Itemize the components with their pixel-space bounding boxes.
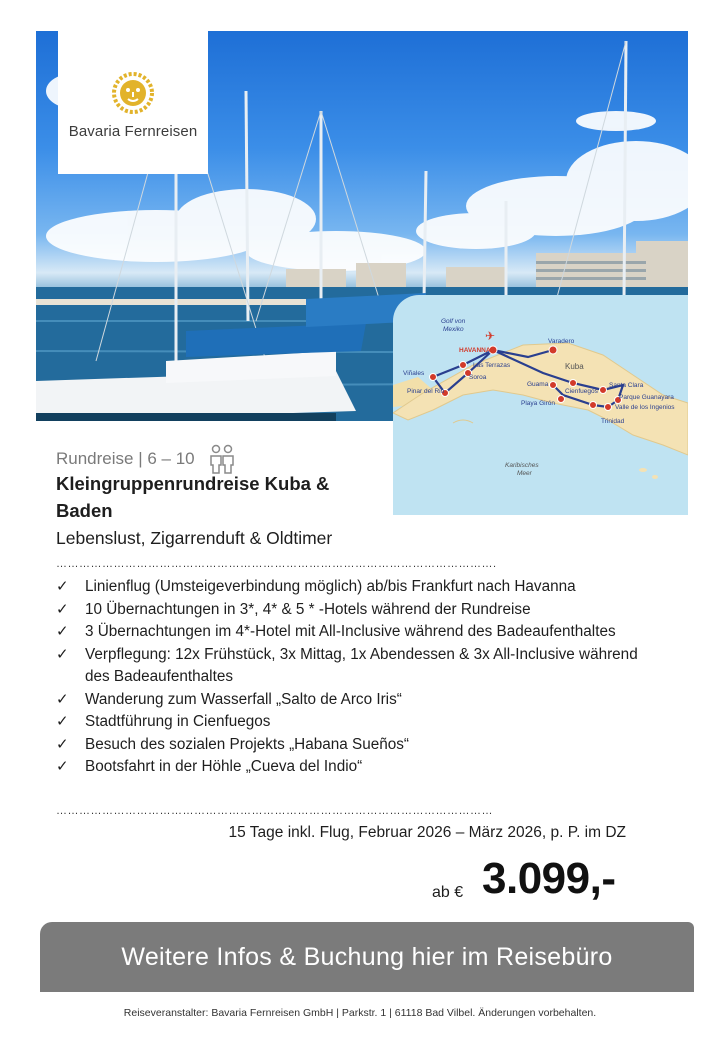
svg-text:✈: ✈: [485, 329, 496, 343]
map-label-trinidad: Trinidad: [601, 418, 625, 425]
brand-name: Bavaria Fernreisen: [68, 123, 198, 140]
list-item: ✓ Bootsfahrt in der Höhle „Cueva del Indio“: [56, 756, 656, 779]
map-label-playa-giron: Playa Girón: [521, 400, 555, 407]
booking-info-text: Weitere Infos & Buchung hier im Reisebüro: [121, 942, 613, 971]
route-map: [393, 295, 688, 515]
trip-subtitle: Lebenslust, Zigarrenduft & Oldtimer: [56, 528, 333, 548]
brand-logo: [58, 31, 208, 174]
svg-text:KaribischesMeer: [505, 462, 539, 477]
map-label-cienfuegos: Cienfuegos: [565, 388, 598, 395]
map-label-soroa: Soroa: [469, 374, 487, 381]
map-label-pinar: Pinar del Rio: [407, 388, 445, 395]
map-label-gulf-1: Golf von: [441, 318, 466, 325]
map-label-havana: HAVANNA: [459, 347, 491, 354]
check-icon: ✓: [56, 578, 69, 595]
check-icon: ✓: [56, 690, 69, 708]
check-icon: ✓: [56, 623, 69, 640]
list-item: ✓ Besuch des sozialen Projekts „Habana Sueños“: [56, 734, 656, 757]
footer-legal: Reiseveranstalter: Bavaria Fernreisen GmbH | Parkstr. 1 | 61118 Bad Vilbel. Änderungen vorbehalten.: [123, 1007, 597, 1019]
check-icon: ✓: [56, 645, 69, 663]
list-item: ✓ 10 Übernachtungen in 3*, 4* & 5 * -Hotels während der Rundreise: [56, 599, 656, 622]
map-label-kuba: Kuba: [565, 362, 584, 371]
list-item: ✓ Linienflug (Umsteigeverbindung möglich) ab/bis Frankfurt nach Havanna: [56, 576, 656, 599]
list-item: ✓ Stadtführung in Cienfuegos: [56, 711, 656, 734]
map-label-valle: Valle de los Ingenios: [615, 404, 675, 411]
list-item: ✓ Wanderung zum Wasserfall „Salto de Arco Iris“: [56, 689, 656, 712]
dotted-divider-bottom: ……………………………………………………………………………………………………: [56, 805, 493, 817]
map-label-guama: Guama: [527, 381, 549, 388]
map-label-las-terrazas: Las Terrazas: [473, 362, 511, 369]
check-icon: ✓: [56, 600, 69, 618]
map-label-vinales: Viñales: [403, 370, 425, 377]
list-item: ✓ 3 Übernachtungen im 4*-Hotel mit All-Inclusive während des Badeaufenthaltes: [56, 621, 656, 644]
lion-head-logo-icon: [111, 71, 155, 115]
map-label-varadero: Varadero: [548, 338, 575, 345]
map-label-santa-clara: Santa Clara: [609, 382, 644, 389]
map-label-sea-2: Meer: [517, 470, 532, 477]
price-note: 15 Tage inkl. Flug, Februar 2026 – März 2026, p. P. im DZ: [228, 824, 626, 841]
map-label-sea-1: Karibisches: [505, 462, 539, 469]
check-icon: ✓: [56, 713, 69, 730]
list-item: ✓ Verpflegung: 12x Frühstück, 3x Mittag, 1x Abendessen & 3x All-Inclusive während des Badeaufenthaltes: [56, 645, 638, 685]
map-label-gulf-2: Mexiko: [443, 326, 464, 333]
check-icon: ✓: [56, 758, 69, 775]
trip-category-text: Rundreise | 6 – 10: [56, 449, 195, 468]
trip-title: Kleingruppenrundreise Kuba & Baden: [56, 473, 330, 521]
dotted-divider-top: …………………………………………………………………………………………………….: [56, 558, 497, 570]
price-from-label: ab €: [432, 884, 464, 901]
booking-info-banner: [40, 922, 694, 992]
svg-text:Golf vonMexiko: [441, 318, 466, 333]
map-label-parque: Parque Guanayara: [619, 394, 674, 401]
feature-list: [56, 576, 656, 779]
check-icon: ✓: [56, 735, 69, 753]
price-amount: 3.099,-: [482, 854, 616, 903]
